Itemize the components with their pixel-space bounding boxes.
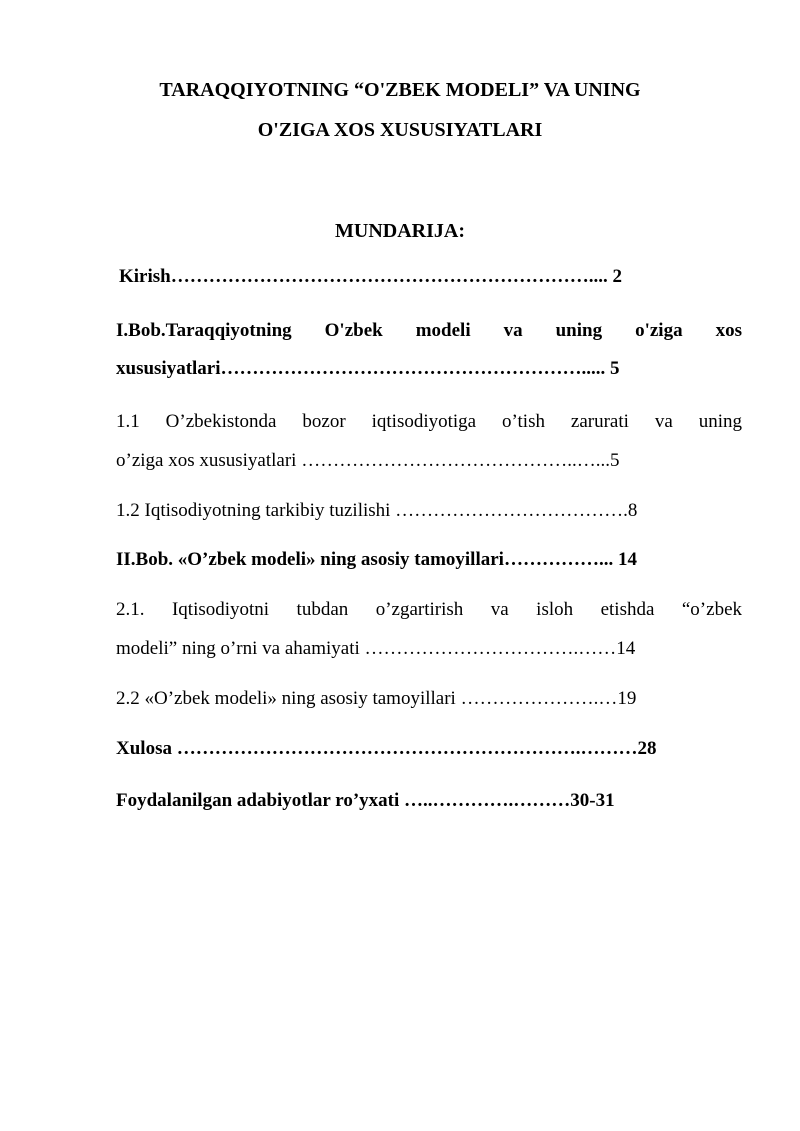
toc-entry-section-1-1-line-1: 1.1 O’zbekistonda bozor iqtisodiyotiga o’tish zarurati va uning [116, 411, 742, 432]
toc-entry-section-2-2: 2.2 «O’zbek modeli» ning asosiy tamoyillari ………………….…19 [116, 688, 637, 709]
toc-entry-introduction: Kirish………………………………………………………….... 2 [119, 266, 622, 287]
toc-entry-references: Foydalanilgan adabiyotlar ro’yxati …..………….………30-31 [116, 790, 615, 811]
toc-entry-chapter-2: II.Bob. «O’zbek modeli» ning asosiy tamoyillari……………... 14 [116, 549, 637, 570]
toc-entry-chapter-1-line-1: I.Bob.Taraqqiyotning O'zbek modeli va uning o'ziga xos [116, 320, 742, 341]
toc-entry-chapter-1-line-2: xususiyatlari…………………………………………………..... 5 [116, 358, 620, 379]
contents-heading: MUNDARIJA: [335, 220, 465, 242]
toc-entry-conclusion: Xulosa ……………………………………………………….………28 [116, 738, 657, 759]
toc-entry-section-1-2: 1.2 Iqtisodiyotning tarkibiy tuzilishi ……………………………….8 [116, 500, 638, 521]
toc-entry-section-1-1-line-2: o’ziga xos xususiyatlari ……………………………………..…...5 [116, 450, 620, 471]
document-title-line-2: O'ZIGA XOS XUSUSIYATLARI [257, 119, 543, 141]
toc-entry-section-2-1-line-1: 2.1. Iqtisodiyotni tubdan o’zgartirish va isloh etishda “o’zbek [116, 599, 742, 620]
toc-entry-section-2-1-line-2: modeli” ning o’rni va ahamiyati …………………………….……14 [116, 638, 636, 659]
document-title-line-1: TARAQQIYOTNING “O'ZBEK MODELI” VA UNING [159, 79, 641, 101]
